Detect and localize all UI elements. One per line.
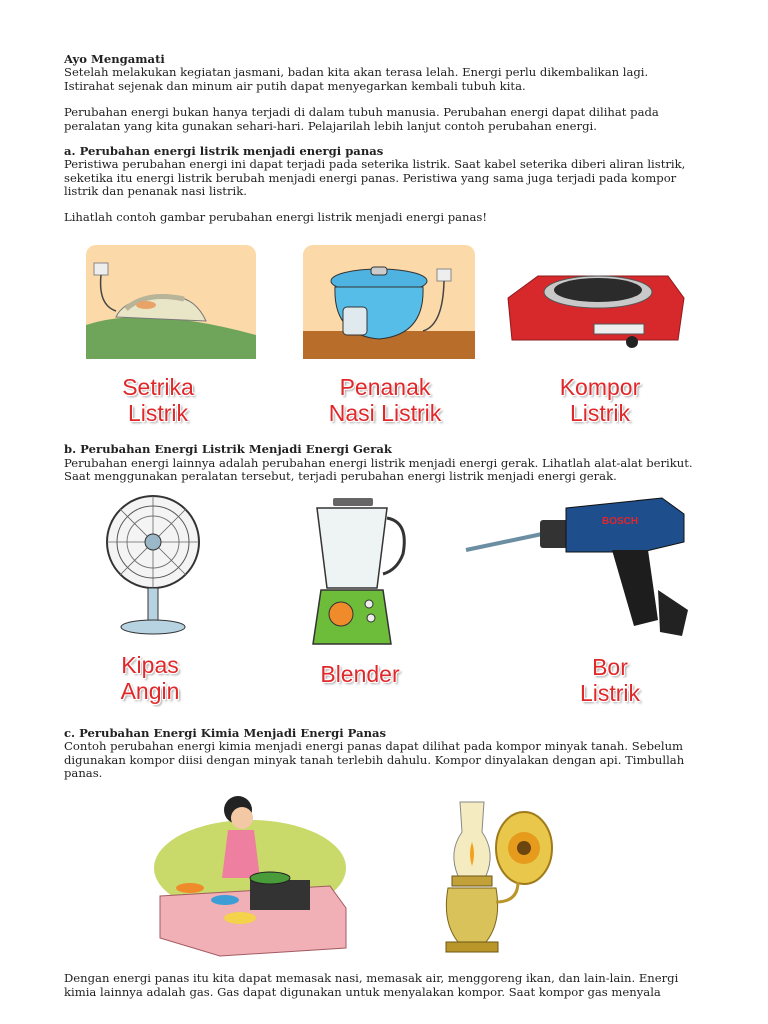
- section-c-heading: c. Perubahan Energi Kimia Menjadi Energi Panas: [64, 726, 387, 740]
- caption-penanak-nasi-listrik: [300, 374, 470, 426]
- intro-p2-line2: peralatan yang kita gunakan sehari-hari. Pelajarilah lebih lanjut contoh perubahan energi.: [64, 119, 597, 133]
- cooking-scene-illustration: [150, 788, 350, 958]
- section-c-line3: panas.: [64, 766, 103, 780]
- caption-bor-line1: Bor: [592, 654, 628, 680]
- caption-bor-line2: Listrik: [579, 680, 641, 706]
- section-b-line1: Perubahan energi lainnya adalah perubahan energi listrik menjadi energi gerak. Lihatlah alat-alat berikut.: [64, 456, 693, 470]
- intro-p1-line1: Setelah melakukan kegiatan jasmani, badan kita akan terasa lelah. Energi perlu dikembalikan lagi.: [64, 65, 649, 79]
- caption-kipas-line2: Angin: [120, 678, 180, 704]
- fan-illustration: [96, 492, 211, 637]
- closing-line2: kimia lainnya adalah gas. Gas dapat digunakan untuk menyalakan kompor. Saat kompor gas menyala: [64, 985, 661, 999]
- section-b-line2: Saat menggunakan peralatan tersebut, terjadi perubahan energi listrik menjadi energi gerak.: [64, 469, 617, 483]
- caption-bor-listrik: [540, 654, 680, 706]
- caption-kompor-listrik: [525, 374, 675, 426]
- section-a-line2: seketika itu energi listrik berubah menjadi energi panas. Peristiwa yang sama juga terjadi pada kompor: [64, 171, 677, 185]
- caption-penanak-line1: Penanak: [339, 374, 431, 400]
- section-a-line1: Peristiwa perubahan energi ini dapat terjadi pada seterika listrik. Saat kabel seterika diberi aliran listrik,: [64, 157, 686, 171]
- section-c-line2: digunakan kompor diisi dengan minyak tanah terlebih dahulu. Kompor dinyalakan dengan api. Timbullah: [64, 753, 685, 767]
- caption-kompor-line2: Listrik: [569, 400, 631, 426]
- intro-p2-line1: Perubahan energi bukan hanya terjadi di dalam tubuh manusia. Perubahan energi dapat dilihat pada: [64, 105, 659, 119]
- drill-brand: BOSCH: [602, 516, 639, 527]
- caption-penanak-line2: Nasi Listrik: [328, 400, 442, 426]
- section-a-line3: listrik dan penanak nasi listrik.: [64, 184, 247, 198]
- section-c-line1: Contoh perubahan energi kimia menjadi energi panas dapat dilihat pada kompor minyak tanah. Sebelum: [64, 739, 684, 753]
- caption-kipas-line1: Kipas: [121, 652, 179, 678]
- iron-illustration: [86, 245, 256, 359]
- section-a-line4: Lihatlah contoh gambar perubahan energi listrik menjadi energi panas!: [64, 210, 488, 224]
- blender-illustration: [305, 498, 415, 646]
- intro-p1-line2: Istirahat sejenak dan minum air putih dapat menyegarkan kembali tubuh kita.: [64, 79, 526, 93]
- caption-setrika-line2: Listrik: [127, 400, 189, 426]
- caption-blender-line1: Blender: [320, 661, 400, 687]
- closing-line1: Dengan energi panas itu kita dapat memasak nasi, memasak air, menggoreng ikan, dan lain-lain. Energi: [64, 971, 679, 985]
- section-a-heading: a. Perubahan energi listrik menjadi energi panas: [64, 144, 384, 158]
- caption-kompor-line1: Kompor: [559, 374, 641, 400]
- drill-illustration: [462, 490, 697, 638]
- electric-stove-illustration: [498, 258, 688, 352]
- caption-blender: [290, 661, 430, 687]
- section-b-heading: b. Perubahan Energi Listrik Menjadi Energi Gerak: [64, 442, 392, 456]
- oil-lamp-illustration: [438, 792, 556, 958]
- intro-heading: Ayo Mengamati: [64, 52, 165, 66]
- caption-setrika-line1: Setrika: [122, 374, 194, 400]
- caption-kipas-angin: [80, 652, 220, 704]
- caption-setrika-listrik: [88, 374, 228, 426]
- rice-cooker-illustration: [303, 245, 475, 359]
